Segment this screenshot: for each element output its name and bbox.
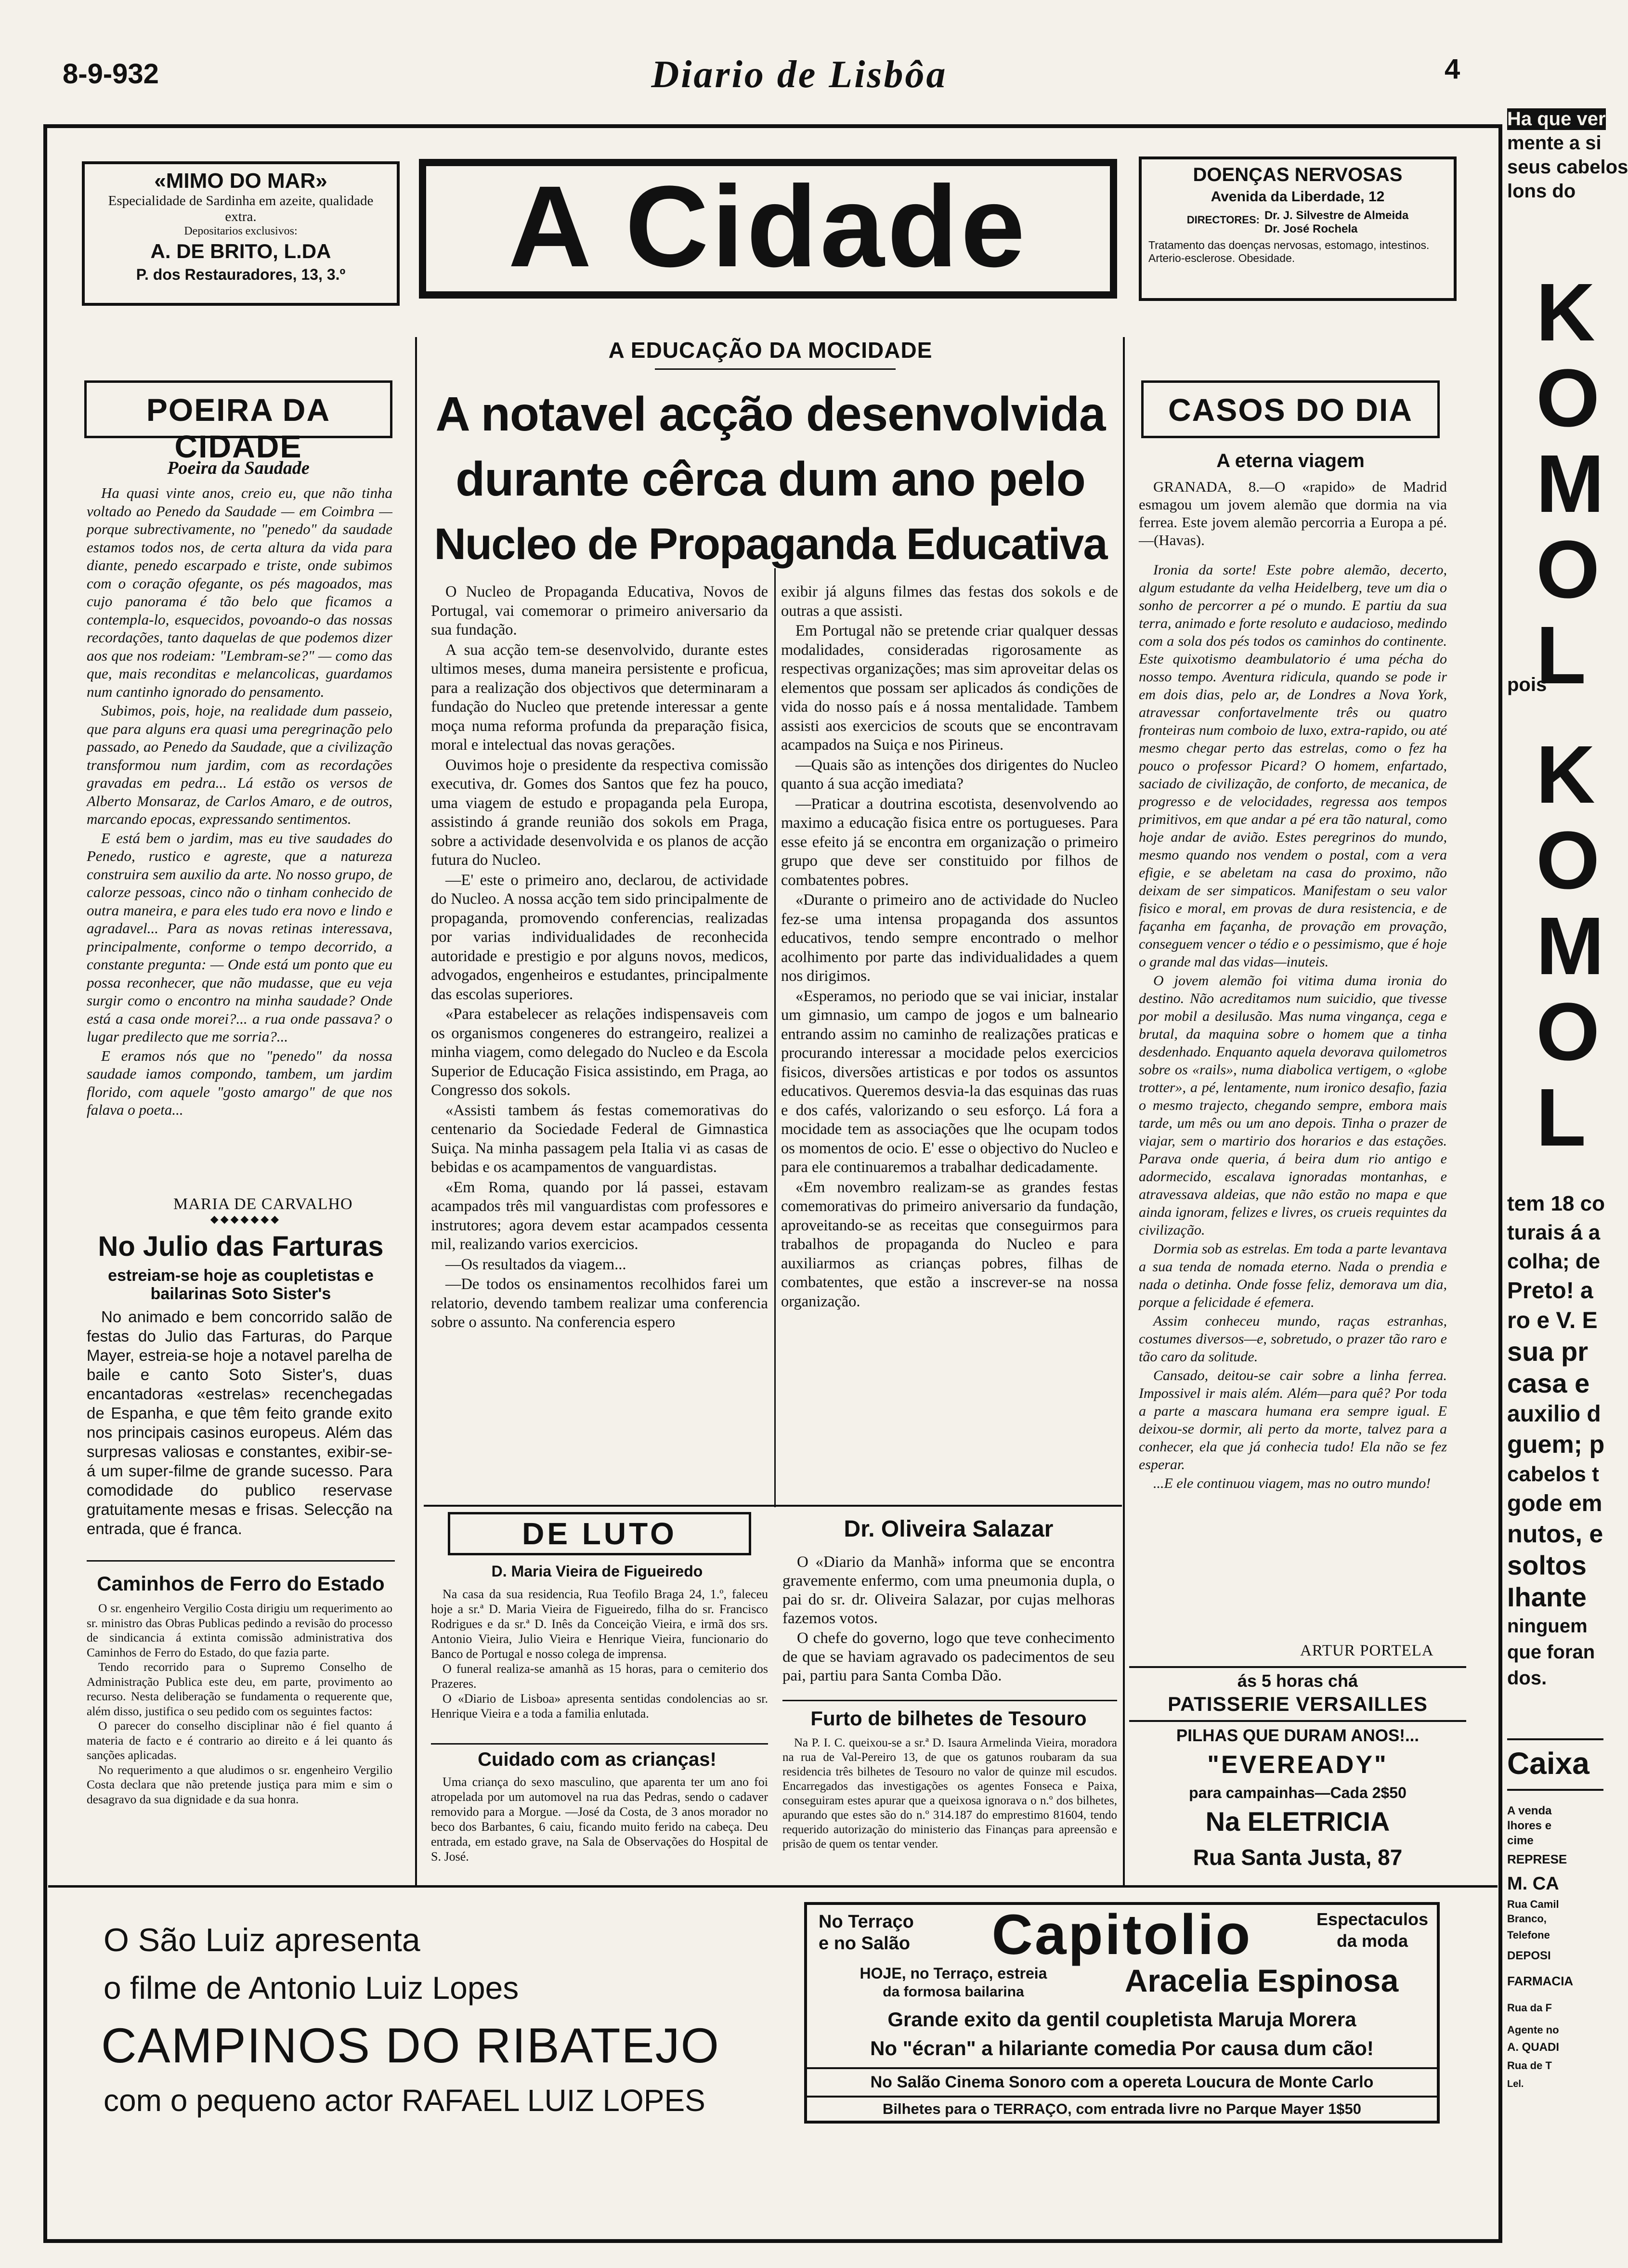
poeira-title: Poeira da Saudade [167, 458, 310, 478]
eveready-brand: "EVEREADY" [1207, 1751, 1388, 1779]
salazar-text [782, 1553, 1115, 1712]
salazar-paragraph: O «Diario da Manhã» informa que se encontra gravemente enfermo, com uma pneumonia dupla, o pai do sr. dr. Oliveira Salazar, por cujas melhoras fazemos votos. [782, 1553, 1115, 1627]
edge-small-line: REPRESE [1507, 1852, 1567, 1866]
capitolio-line5: No Salão Cinema Sonoro com a opereta Loucura de Monte Carlo [870, 2073, 1374, 2091]
poeira-text [87, 484, 392, 1192]
luto-text [431, 1587, 768, 1738]
casos-paragraph: Cansado, deitou-se cair sobre a linha ferrea. Impossivel ir mais além. Além—para quê? Por toda a parte a mascara humana era sempre igual. E deixou-se dormir, ali perto da morte, talvez para a conhecer, ela que já conhecia tudo! Ela não se fez esperar. [1139, 1368, 1447, 1473]
capitolio-left2: e no Salão [819, 1933, 911, 1954]
furto-text [782, 1736, 1117, 1883]
header-date: 8-9-932 [63, 58, 159, 90]
educacao-headline-1: A notavel acção desenvolvida [435, 387, 1106, 441]
casos-paragraph: O jovem alemão foi vitima duma ironia do destino. Não acreditamos num suicidio, que tivesse por mobil a desilusão. Mas numa vingança, cega e brutal, da maquina sobre o homem que a tinha desdenhado. Enquanto aquela devorava quilometros sobre os «rails», numa diabolica vertigem, o «globe trotter», a pé, lentamente, num ironico desafio, fazia o mesmo trajecto, chegando sempre, embora mais tarde, um mês ou um ano depois. Tinha o prazer de viajar, sem o martirio dos horarios e das estações. Parava onde queria, á beira dum rio antigo e adormecido, escalava ignoradas montanhas, e atravessava aldeias, que não estão no mapa e que ainda ignoram, felizes e livres, os crueis requintes da civilização. [1139, 973, 1447, 1238]
caminhos-title: Caminhos de Ferro do Estado [97, 1572, 385, 1595]
capitolio-line3: Grande exito da gentil coupletista Maruja Morera [887, 2008, 1356, 2031]
edge-mid-line: sua pr [1507, 1336, 1589, 1367]
eveready-line5: Rua Santa Justa, 87 [1193, 1845, 1403, 1870]
divider-ornament: ◆◆◆◆◆◆◆ [210, 1213, 281, 1225]
edge-mid-line: colha; de [1507, 1250, 1601, 1273]
column-rule-2 [1123, 337, 1125, 1888]
educacao-bottom-rule [424, 1505, 1122, 1507]
edge-small-line: FARMACIA [1507, 1974, 1574, 1988]
poeira-paragraph: E está bem o jardim, mas eu tive saudades do Penedo, rustico e agreste, que a natureza construira sem auxilio da arte. No nosso grupo, de calorze pessoas, cinco não o tinham conhecido de outra maneira, e para eles tudo era novo e lindo e agradavel... Para as novas retinas interessava, principalmente, conforme o tempo decorrido, a constante pregunta: — Onde está um ponto que eu possa reconhecer, que não mudasse, que eu veja surgir como o encontro na minha saudade? Onde está a casa onde morei?... a rua onde passava? o lugar predilecto que me sorria?... [87, 829, 392, 1045]
edge-small-list [1507, 1803, 1603, 2093]
edge-mid-line: casa e [1507, 1368, 1590, 1398]
julio-subtitle: estreiam-se hoje as coupletistas e bailarinas Soto Sister's [108, 1266, 374, 1303]
page-number: 4 [1445, 53, 1460, 85]
capitolio-star: Aracelia Espinosa [1124, 1963, 1399, 1998]
salazar-paragraph: O chefe do governo, logo que teve conhecimento de que se haviam agravado os padecimentos de seu pai, partiu para Santa Comba Dão. [782, 1629, 1115, 1684]
edge-pois: pois [1507, 674, 1547, 695]
luto-paragraph: O «Diario de Lisboa» apresenta sentidas condolencias ao sr. Henrique Vieira e a toda a familia enlutada. [431, 1692, 768, 1721]
edge-mid-line: tem 18 co [1507, 1192, 1605, 1215]
edge-small-line: Telefone [1507, 1929, 1550, 1941]
casos-lead-paragraph: GRANADA, 8.—O «rapido» de Madrid esmagou um jovem alemão que dormia na via ferrea. Este jovem alemão percorria a Europa a pé.—(Havas). [1139, 478, 1447, 548]
educacao-paragraph: —Quais são as intenções dos dirigentes do Nucleo quanto á sua acção imediata? [781, 756, 1118, 793]
educacao-kicker: A EDUCAÇÃO DA MOCIDADE [608, 338, 933, 363]
criancas-title: Cuidado com as crianças! [478, 1749, 716, 1770]
eveready-line1: PILHAS QUE DURAM ANOS!... [1176, 1726, 1420, 1745]
capitolio-hoje1: HOJE, no Terraço, estreia [860, 1965, 1047, 1982]
ad-doencas-director1: Dr. J. Silvestre de Almeida [1264, 209, 1409, 222]
edge-small-line: M. CA [1507, 1874, 1559, 1894]
edge-small-line: Agente no [1507, 2024, 1559, 2036]
capitolio-hoje2: da formosa bailarina [883, 1984, 1024, 2000]
luto-title: DE LUTO [522, 1516, 677, 1551]
julio-paragraph: No animado e bem concorrido salão de festas do Julio das Farturas, do Parque Mayer, estreia-se hoje a notavel parelha de baile e canto Soto Sister's, duas encantadoras «estrelas» recenchegadas de Espanha, e que têm feito grande exito nos principais casinos europeus. Além das surpresas valiosas e constantes, exibir-se-á um super-filme de grande sucesso. Para comodidade do publico reservase gratuitamente mesas e frisas. Selecção na entrada, que é franca. [87, 1308, 392, 1538]
casos-text [1139, 561, 1447, 1640]
ad-doencas-address: Avenida da Liberdade, 12 [1211, 189, 1385, 205]
edge-mid-line: Ihante [1507, 1582, 1587, 1612]
educacao-paragraph: —Praticar a doutrina escotista, desenvolvendo ao maximo a educação fisica entre os portugueses. Para esse efeito já se encontra em organização o primeiro grupo que deve ser constituido por filhos de combatentes pobres. [781, 795, 1118, 889]
versailles-bottom-rule [1129, 1720, 1466, 1722]
casos-lead [1139, 478, 1447, 550]
edge-mid-line: dos. [1507, 1668, 1547, 1689]
criancas-paragraph: Uma criança do sexo masculino, que aparenta ter um ano foi atropelada por um automovel na rua das Pedras, sendo o cadaver removido para a Morgue. —José da Costa, de 3 anos morador no beco dos Barbantes, 6 caiu, ficando muito ferido na cabeça. Deu entrada, em estado grave, na Sala de Observações do Hospital de S. José. [431, 1775, 768, 1864]
educacao-paragraph: «Assisti tambem ás festas comemorativas do centenario da Sociedade Federal de Gimnastica Suiça. Na minha passagem pela Italia vi as casas de bebidas e os acampamentos de vanguardistas. [431, 1101, 768, 1176]
edge-mid-line: cabelos t [1507, 1462, 1599, 1486]
section-casos-do-dia [1141, 380, 1440, 438]
caminhos-text [87, 1601, 392, 1885]
capitolio-divider-2 [807, 2096, 1437, 2098]
salazar-title: Dr. Oliveira Salazar [844, 1516, 1054, 1542]
furto-paragraph: Na P. I. C. queixou-se a sr.ª D. Isaura Armelinda Vieira, moradora na rua de Val-Pereiro 13, de que os gatunos roubaram da sua residencia três bilhetes de Tesouro no valor de quinze mil escudos. Encarregados das investigações os agentes Fonseca e Paixa, conseguiram estes apurar que a queixosa ignorava o n.º dos bilhetes, apurando que estes são do n.º 314.187 do emprestimo 81604, tendo requerido autorização do ministerio das Finanças para apreensão e prisão de quem os tentar vender. [782, 1736, 1117, 1851]
poeira-paragraph: Ha quasi vinte anos, creio eu, que não tinha voltado ao Penedo da Saudade — em Coimbra — porque subrectivamente, no "penedo" da saudade estamos todos nos, de certa altura da vida para diante, penedo escarpado e triste, onde subimos com o coração ofegante, os pés magoados, mas cujo panorama é tão belo que ficamos a contempla-lo, esquecidos, povoando-o das nossas recordações, tanto daquelas de que podemos dizer aos que nos rodeiam: "Lembram-se?" — como das que, mais reconditas e melancolicas, guardamos num cantinho ignorado do pensamento. [87, 484, 392, 700]
educacao-headline-3: Nucleo de Propaganda Educativa [434, 520, 1107, 569]
capitolio-name: Capitolio [991, 1903, 1252, 1967]
ad-doencas-title: DOENÇAS NERVOSAS [1193, 164, 1403, 185]
capitolio-right2: da moda [1336, 1931, 1408, 1951]
ad-doencas-text: Tratamento das doenças nervosas, estomago, intestinos. Arterio-esclerose. Obesidade. [1148, 239, 1430, 264]
furto-title: Furto de bilhetes de Tesouro [810, 1707, 1087, 1730]
luto-paragraph: Na casa da sua residencia, Rua Teofilo Braga 24, 1.º, faleceu hoje a sr.ª D. Maria Vieira de Figueiredo, filha do sr. Francisco Rodrigues e da sr.ª D. Inês da Conceição Vieira, e irmã dos srs. Antonio Vieira, Julio Vieira e Henrique Vieira, funcionario do Banco de Portugal e nosso colega de imprensa. [431, 1587, 768, 1661]
edge-small-line: A venda [1507, 1804, 1552, 1817]
casos-paragraph: Ironia da sorte! Este pobre alemão, decerto, algum estudante da velha Heidelberg, teve um dia o sonho de percorrer a pé o mundo. E partiu da sua terra, animado e forte resoluto e audacioso, medindo com a sola dos pés todos os caminhos do continente. Este quixotismo deambulatorio é uma pécha do nosso tempo. Aventura ridicula, quando se pode ir em dois dias, pelo ar, de Londres a Nova York, atravessar confortavelmente três ou quatro fronteiras num comboio de luxo, extra-rapido, ou até mesmo chegar perto das estrelas, como o fez ha pouco o professor Picard? O homem, enfartado, saciado de civilização, de conforto, de mecanica, de progresso e de velocidades, regressa aos tempos primitivos, em que andar a pé era tão natural, como hoje andar de avião. Estes peregrinos do mundo, mesmo quando nos vendem o postal, com a vera efigie, e se abeletam na casa do proximo, não deixam de ser simpaticos. Manifestam o seu valor fisico e moral, em provas de dura resistencia, e de façanha em façanha, de provação em provação, conseguem vencer o tédio e o pessimismo, que é hoje o grande mal das vidas—inuteis. [1139, 562, 1447, 970]
educacao-paragraph: «Durante o primeiro ano de actividade do Nucleo fez-se uma intensa propaganda dos assuntos educativos, tendo sempre encontrado o melhor acolhimento por parte das individualidades a quem nos dirigimos. [781, 891, 1118, 985]
capitolio-right1: Espectaculos [1316, 1909, 1429, 1929]
sao-luiz-line4: com o pequeno actor RAFAEL LUIZ LOPES [104, 2083, 705, 2118]
edge-rule [1507, 1738, 1603, 1740]
casos-title: A eterna viagem [1216, 450, 1365, 471]
caminhos-paragraph: O sr. engenheiro Vergilio Costa dirigiu um requerimento ao sr. ministro das Obras Publicas pedindo a revisão do processo de sindicancia á extinta comissão administrativa dos Caminhos de Ferro do Estado, do que fazia parte. [87, 1601, 392, 1659]
ad-mimo-address: P. dos Restauradores, 13, 3.º [136, 266, 346, 283]
educacao-paragraph: O Nucleo de Propaganda Educativa, Novos de Portugal, vai comemorar o primeiro aniversario da sua fundação. [431, 583, 768, 639]
column-rule-3 [774, 568, 776, 1507]
educacao-paragraph: exibir já alguns filmes das festas dos sokols e de outras a que assisti. [781, 583, 1118, 620]
casos-paragraph: Dormia sob as estrelas. Em toda a parte levantava a sua tenda de nomada eterno. Nada o prendia e nada o detinha. Onde fosse feliz, demorava um dia, porque a felicidade é efemera. [1139, 1241, 1447, 1310]
ad-doencas-directors-label: DIRECTORES: [1186, 214, 1260, 226]
edge-mid-line: Preto! a [1507, 1278, 1593, 1303]
edge-mid-list [1507, 1189, 1603, 1691]
criancas-text [431, 1774, 768, 1883]
sao-luiz-line2: o filme de Antonio Luiz Lopes [104, 1970, 519, 2006]
caminhos-top-rule [87, 1560, 395, 1562]
versailles-line1: ás 5 horas chá [1237, 1671, 1358, 1691]
poeira-section-label: POEIRA DA CIDADE [146, 392, 331, 464]
edge-top-line: seus cabelos [1507, 156, 1628, 178]
edge-top-line: lons do [1507, 181, 1576, 202]
educacao-paragraph: —De todos os ensinamentos recolhidos farei um relatorio, devendo tambem realizar uma conferencia sobre o assunto. Na conferencia espero [431, 1276, 768, 1331]
educacao-headline-2: durante cêrca dum ano pelo [456, 452, 1085, 506]
ad-mimo-company: A. DE BRITO, L.DA [150, 240, 331, 262]
edge-small-line: Branco, [1507, 1913, 1547, 1925]
edge-small-line: cime [1507, 1834, 1534, 1847]
versailles-top-rule [1129, 1666, 1466, 1668]
ad-doencas-nervosas [1139, 156, 1457, 301]
edge-mid-line: nutos, e [1507, 1520, 1603, 1548]
edge-small-line: DEPOSI [1507, 1949, 1551, 1962]
educacao-paragraph: «Para estabelecer as relações indispensaveis com os organismos congeneres do estrangeiro, realizei a minha viagem, como delegado do Nucleo e da Escola Superior de Educação Fisica assistindo, em Praga, ao Congresso dos sokols. [431, 1005, 768, 1099]
capitolio-line6: Bilhetes para o TERRAÇO, com entrada livre no Parque Mayer 1$50 [882, 2100, 1362, 2117]
poeira-author: MARIA DE CARVALHO [173, 1195, 353, 1213]
de-luto-box [448, 1512, 751, 1555]
ad-mimo-line1: Especialidade de Sardinha em azeite, qualidade extra. [108, 193, 374, 224]
caminhos-paragraph: Tendo recorrido para o Supremo Conselho de Administração Publica este deu, em parte, provimento ao recurso. Nesta deliberação se fundamenta o requerente que, além disso, justifica o seu pedido com os seguintes factos: [87, 1660, 392, 1718]
luto-paragraph: O funeral realiza-se amanhã as 15 horas, para o cemiterio dos Prazeres. [431, 1662, 768, 1691]
sao-luiz-line3: CAMPINOS DO RIBATEJO [101, 2018, 720, 2073]
capitolio-left1: No Terraço [819, 1912, 914, 1932]
ad-mimo-title: «MIMO DO MAR» [154, 169, 327, 193]
edge-small-line: A. QUADI [1507, 2041, 1559, 2054]
criancas-top-rule [431, 1743, 768, 1745]
ad-doencas-director2: Dr. José Rochela [1264, 222, 1358, 235]
edge-mid-line: auxilio d [1507, 1401, 1601, 1427]
furto-top-rule [782, 1700, 1117, 1701]
casos-paragraph: ...E ele continuou viagem, mas no outro mundo! [1153, 1475, 1431, 1491]
luto-subtitle: D. Maria Vieira de Figueiredo [491, 1563, 703, 1580]
educacao-paragraph: —Os resultados da viagem... [445, 1255, 626, 1273]
caminhos-paragraph: No requerimento a que aludimos o sr. engenheiro Vergilio Costa declara que não pretende justiça para mim e sim o desagravo da sua dignidade e da sua honra. [87, 1762, 392, 1806]
ads-top-rule [48, 1885, 1498, 1888]
capitolio-line4: No "écran" a hilariante comedia Por causa dum cão! [870, 2037, 1374, 2059]
eveready-line3: para campainhas—Cada 2$50 [1189, 1784, 1407, 1801]
edge-small-line: Lel. [1507, 2079, 1524, 2089]
sao-luiz-line1: O São Luiz apresenta [104, 1922, 420, 1958]
edge-komol-1: KOMOL [1536, 267, 1604, 701]
capitolio-divider [807, 2067, 1437, 2069]
educacao-paragraph: Ouvimos hoje o presidente da respectiva comissão executiva, dr. Gomes dos Santos que fez ha pouco, uma viagem de estudo e propaganda pela Europa, assistindo á grande reunião dos sokols em Praga, sobre a actividade desenvolvida e os planos de acção futura do Nucleo. [431, 756, 768, 869]
caminhos-paragraph: O parecer do conselho disciplinar não é fiel quanto á materia de facto e é contrario ao direito e á lei quanto ás sanções aplicadas. [87, 1719, 392, 1762]
edge-small-line: Rua Camil [1507, 1898, 1559, 1910]
casos-author: ARTUR PORTELA [1300, 1642, 1434, 1659]
column-rule-1 [415, 337, 417, 1888]
edge-top-line: Ha que ver [1507, 108, 1606, 130]
edge-rule [1507, 1789, 1603, 1791]
section-poeira-da-cidade [84, 380, 392, 464]
educacao-paragraph: A sua acção tem-se desenvolvido, durante estes ultimos meses, duma maneira persistente e proficua, para a realização dos objectivos que determinaram a fundação do Nucleo que pretende interessar a gente moça numa reforma profunda da preparação fisica, moral e intelectual das novas gerações. [431, 641, 768, 754]
edge-mid-line: gode em [1507, 1491, 1602, 1516]
banner-title: A Cidade [508, 162, 1028, 291]
ad-mimo-do-mar [82, 161, 400, 306]
educacao-paragraph: «Esperamos, no periodo que se vai iniciar, instalar um gimnasio, um campo de jogos e um balneario entrando assim no caminho de realizações praticas e procurando interessar a mocidade pelos exercicios fisicos, diversões artisticas e por todos os assuntos educativos. Queremos desvia-la das esquinas das ruas e dos cafés, valorizando o seu esforço. Lá fora a mocidade tem as associações que lhe ocupam todos os momentos de ocio. E' esse o objectivo do Nucleo e para ele continuaremos a trabalhar dedicadamente. [781, 987, 1118, 1176]
edge-small-line: Rua da F [1507, 2002, 1552, 2014]
poeira-paragraph: Subimos, pois, hoje, na realidade dum passeio, que para alguns era quasi uma peregrinação pelo passado, ao Penedo da Saudade, que a civilização transformou num jardim, com as recordações gravadas em pedra... Lá estão os versos de Alberto Monsaraz, de Carlos Amaro, e de outros, marcando epocas, expressando sentimentos. [87, 702, 392, 827]
educacao-paragraph: Em Portugal não se pretende criar qualquer dessas modalidades, consideradas rigorosamente as respectivas organizações; mas sim aproveitar delas os elementos que possam ser aplicados ás condições de vida do nosso país e á nossa mentalidade. Tambem assisti aos exercicios de scouts que se encontravam acampados na Suiça e nos Pirineus. [781, 622, 1118, 754]
kicker-underline [655, 368, 896, 370]
casos-section-label: CASOS DO DIA [1168, 392, 1413, 428]
educacao-paragraph: «Em Roma, quando por lá passei, estavam acampados três mil vanguardistas com professores e instrutores; agora devem estar acampados cessenta mil, realizando varios exercicios. [431, 1178, 768, 1253]
educacao-paragraph: —E' este o primeiro ano, declarou, de actividade do Nucleo. A nossa acção tem sido principalmente de propaganda, promovendo conferencias, realizadas por varias individualidades de reconhecida autoridade e prestigio e por alguns novos, medicos, advogados, engenheiros e estudantes, principalmente das escolas superiores. [431, 871, 768, 1003]
edge-mid-line: que foran [1507, 1642, 1595, 1663]
edge-strip [1507, 106, 1628, 2225]
edge-mid-line: ninguem [1507, 1616, 1588, 1637]
poeira-paragraph: E eramos nós que no "penedo" da nossa saudade iamos compondo, tambem, um jardim florido, com aquele "gosto amargo" de que nos falava o poeta... [87, 1047, 392, 1118]
educacao-column-1 [431, 583, 768, 1500]
edge-mid-line: soltos [1507, 1550, 1587, 1580]
ad-mimo-line2: Depositarios exclusivos: [184, 225, 298, 237]
edge-mid-line: turais á a [1507, 1221, 1601, 1244]
educacao-column-2 [781, 583, 1118, 1500]
versailles-line2: PATISSERIE VERSAILLES [1168, 1693, 1428, 1715]
masthead: Diario de Lisbôa [651, 53, 948, 96]
edge-caixa: Caixa [1507, 1746, 1589, 1781]
edge-top-line: mente a si [1507, 132, 1602, 154]
julio-text [87, 1307, 392, 1563]
edge-mid-line: ro e V. E [1507, 1308, 1598, 1333]
educacao-paragraph: «Em novembro realizam-se as grandes festas comemorativas do primeiro aniversario da fundação, aproveitando-se as receitas que conseguirmos para trabalhos de propaganda do Nucleo e para auxiliarmos as crianças pobres, filhas de combatentes, que estão a inscrever-se na nossa organização. [781, 1178, 1118, 1310]
casos-paragraph: Assim conheceu mundo, raças estranhas, costumes diversos—e, sobretudo, o prazer tão raro e tão caro da solitude. [1139, 1313, 1447, 1365]
eveready-line4: Na ELETRICIA [1205, 1806, 1390, 1837]
edge-mid-line: guem; p [1507, 1431, 1605, 1459]
edge-small-line: lhores e [1507, 1819, 1552, 1832]
edge-komol-2: KOMOL [1536, 729, 1604, 1163]
julio-title: No Julio das Farturas [98, 1231, 384, 1262]
edge-small-line: Rua de T [1507, 2059, 1552, 2072]
